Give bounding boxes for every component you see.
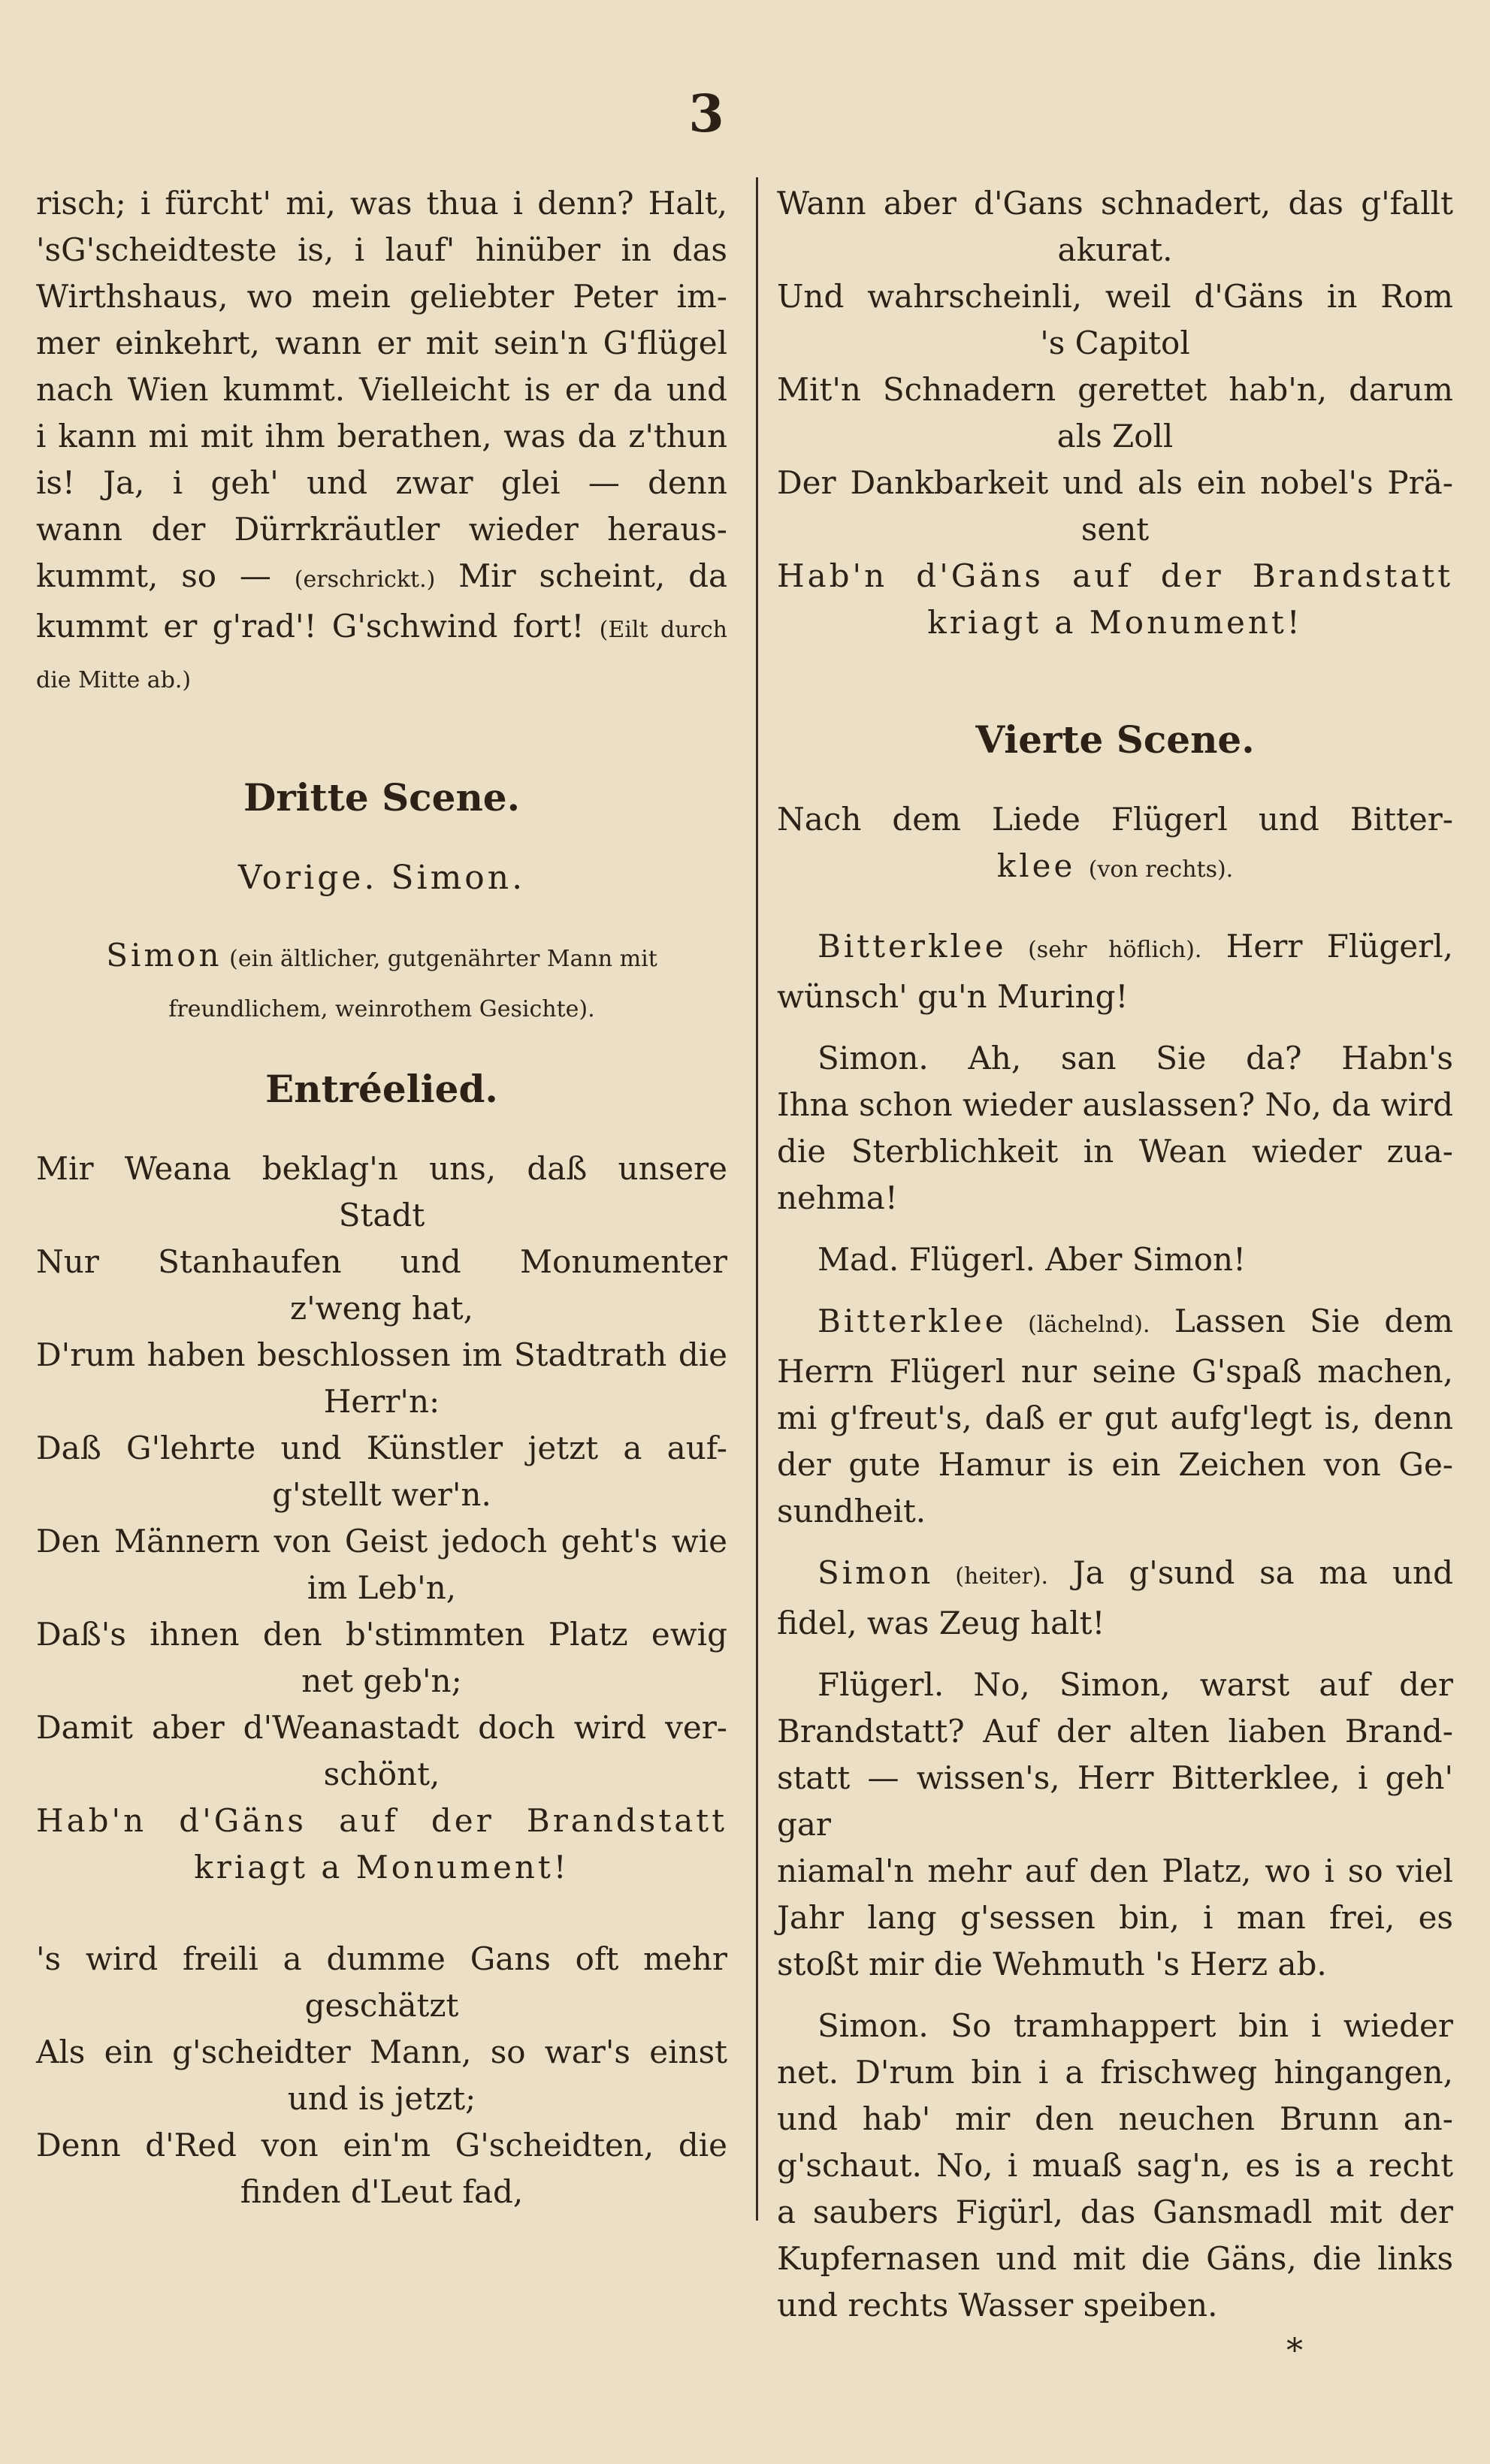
speaker-name: Simon xyxy=(818,1554,934,1591)
dialogue-line: g'schaut. No, i muaß sag'n, es is a recht xyxy=(777,2147,1453,2184)
verse-continuation: g'stellt wer'n. xyxy=(272,1476,491,1513)
text-line: nach Wien kummt. Vielleicht is er da und xyxy=(36,371,727,408)
text-span: kummt, so — xyxy=(36,557,295,594)
verse-stanza-1 xyxy=(36,1146,727,1891)
stage-direction: (sehr höflich). xyxy=(1006,937,1202,963)
stage-direction: die Mitte ab.) xyxy=(36,667,192,693)
verse-line: Denn d'Red von ein'm G'scheidten, die xyxy=(36,2127,727,2164)
scene-direction xyxy=(777,843,1453,893)
dialogue-line: mi g'freut's, daß er gut aufg'legt is, denn xyxy=(777,1400,1453,1436)
speaker-name: Bitterklee xyxy=(818,928,1007,965)
text-span: Ja g'sund sa ma und xyxy=(1048,1554,1453,1591)
dialogue-line: und rechts Wasser speiben. xyxy=(777,2287,1218,2324)
verse-continuation: Stadt xyxy=(338,1197,425,1234)
stage-direction: (lächelnd). xyxy=(1006,1312,1150,1338)
text-line xyxy=(36,654,727,704)
dialogue-line: Simon. So tramhappert bin i wieder xyxy=(818,2007,1453,2044)
stage-direction: (ein ältlicher, gutgenährter Mann mit xyxy=(222,946,657,972)
dialogue-line: die Sterblichkeit in Wean wieder zua- xyxy=(777,1133,1453,1170)
verse-stanza-2-continued xyxy=(777,180,1453,646)
footnote-mark: * xyxy=(1286,2332,1303,2370)
text-line: wann der Dürrkräutler wieder heraus- xyxy=(36,511,727,548)
verse-line: Hab'n d'Gäns auf der Brandstatt xyxy=(777,557,1453,594)
verse-continuation: geschätzt xyxy=(304,1987,459,2024)
verse-line: Mir Weana beklag'n uns, daß unsere xyxy=(36,1150,727,1187)
verse-line: Hab'n d'Gäns auf der Brandstatt xyxy=(36,1802,727,1839)
verse-line: Als ein g'scheidter Mann, so war's einst xyxy=(36,2034,727,2070)
verse-stanza-2 xyxy=(36,1936,727,2215)
scene-title: Dritte Scene. xyxy=(243,775,521,820)
stage-direction: (Eilt durch xyxy=(599,617,728,643)
dialogue-line: net. D'rum bin i a frischweg hingangen, xyxy=(777,2054,1453,2091)
text-line xyxy=(36,553,727,603)
dialogue-line: der gute Hamur is ein Zeichen von Ge- xyxy=(777,1446,1453,1483)
verse-line: D'rum haben beschlossen im Stadtrath die xyxy=(36,1336,727,1373)
page-number: 3 xyxy=(688,84,724,144)
dialogue-line: Jahr lang g'sessen bin, i man frei, es xyxy=(777,1899,1453,1936)
dialogue-block xyxy=(777,923,1453,2329)
speaker-name: Simon xyxy=(106,937,222,974)
verse-continuation: kriagt a Monument! xyxy=(194,1849,570,1886)
right-column xyxy=(777,180,1453,2374)
text-line: 'sG'scheidteste is, i lauf' hinüber in das xyxy=(36,231,727,268)
dialogue-line: Brandstatt? Auf der alten liaben Brand- xyxy=(777,1713,1453,1750)
verse-continuation: als Zoll xyxy=(1056,418,1174,454)
verse-continuation: Herr'n: xyxy=(323,1383,440,1420)
verse-line: Der Dankbarkeit und als ein nobel's Prä- xyxy=(777,464,1453,501)
dialogue-line: Simon. Ah, san Sie da? Habn's xyxy=(818,1040,1453,1076)
dialogue-line xyxy=(777,1298,1453,1348)
dialogue-line: Mad. Flügerl. Aber Simon! xyxy=(818,1241,1246,1278)
verse-line: Daß's ihnen den b'stimmten Platz ewig xyxy=(36,1616,727,1653)
text-span: klee xyxy=(996,847,1089,884)
dialogue-line: fidel, was Zeug halt! xyxy=(777,1605,1105,1641)
verse-line: Damit aber d'Weanastadt doch wird ver- xyxy=(36,1709,727,1746)
verse-continuation: kriagt a Monument! xyxy=(927,604,1303,641)
character-intro xyxy=(36,983,727,1033)
song-title: Entréelied. xyxy=(265,1067,498,1111)
verse-line: Und wahrscheinli, weil d'Gäns in Rom xyxy=(777,278,1453,315)
scene-title: Vierte Scene. xyxy=(975,717,1255,762)
verse-continuation: net geb'n; xyxy=(301,1662,462,1699)
column-divider xyxy=(756,177,758,2221)
dialogue-line: nehma! xyxy=(777,1179,898,1216)
stage-direction: (erschrickt.) xyxy=(294,566,436,593)
opening-paragraph xyxy=(36,180,727,704)
dialogue-line: Herrn Flügerl nur seine G'spaß machen, xyxy=(777,1353,1453,1390)
text-line: Wirthshaus, wo mein geliebter Peter im- xyxy=(36,278,727,315)
text-span: Lassen Sie dem xyxy=(1150,1303,1453,1339)
dialogue-line: Kupfernasen und mit die Gäns, die links xyxy=(777,2240,1453,2277)
verse-continuation: schönt, xyxy=(323,1756,440,1792)
verse-line: Wann aber d'Gans schnadert, das g'fallt xyxy=(777,185,1453,222)
text-line: i kann mi mit ihm berathen, was da z'thun xyxy=(36,418,727,454)
scene-characters: Vorige. Simon. xyxy=(237,859,526,897)
left-column xyxy=(36,180,727,2215)
verse-continuation: finden d'Leut fad, xyxy=(240,2173,524,2210)
scene-direction: Nach dem Liede Flügerl und Bitter- xyxy=(777,801,1453,838)
stage-direction: (heiter). xyxy=(933,1563,1049,1590)
verse-continuation: akurat. xyxy=(1057,231,1173,268)
verse-continuation: 's Capitol xyxy=(1040,325,1190,361)
verse-continuation: sent xyxy=(1080,511,1150,548)
text-span: Herr Flügerl, xyxy=(1201,928,1453,965)
verse-continuation: z'weng hat, xyxy=(289,1290,474,1327)
stage-direction: (von rechts). xyxy=(1088,856,1234,883)
text-line: is! Ja, i geh' und zwar glei — denn xyxy=(36,464,727,501)
verse-line: 's wird freili a dumme Gans oft mehr xyxy=(36,1940,727,1977)
dialogue-line: wünsch' gu'n Muring! xyxy=(777,978,1129,1015)
verse-line: Den Männern von Geist jedoch geht's wie xyxy=(36,1523,727,1560)
text-span: kummt er g'rad'! G'schwind fort! xyxy=(36,608,600,645)
dialogue-line: Flügerl. No, Simon, warst auf der xyxy=(818,1666,1453,1703)
dialogue-line: sundheit. xyxy=(777,1493,926,1529)
text-span: Mir scheint, da xyxy=(435,557,727,594)
stage-direction: freundlichem, weinrothem Gesichte). xyxy=(168,996,595,1022)
dialogue-line: statt — wissen's, Herr Bitterklee, i geh' gar xyxy=(777,1759,1453,1843)
verse-line: Daß G'lehrte und Künstler jetzt a auf- xyxy=(36,1430,727,1466)
verse-continuation: im Leb'n, xyxy=(307,1569,457,1606)
verse-continuation: und is jetzt; xyxy=(287,2080,476,2117)
verse-line: Nur Stanhaufen und Monumenter xyxy=(36,1243,727,1280)
dialogue-line xyxy=(777,923,1453,974)
speaker-name: Bitterklee xyxy=(818,1303,1007,1339)
dialogue-line: niamal'n mehr auf den Platz, wo i so viel xyxy=(777,1853,1453,1889)
text-line: mer einkehrt, wann er mit sein'n G'flügel xyxy=(36,325,727,361)
verse-line: Mit'n Schnadern gerettet hab'n, darum xyxy=(777,371,1453,408)
dialogue-line xyxy=(777,1550,1453,1600)
dialogue-line: stoßt mir die Wehmuth 's Herz ab. xyxy=(777,1946,1327,1982)
dialogue-line: und hab' mir den neuchen Brunn an- xyxy=(777,2100,1453,2137)
dialogue-line: a saubers Figürl, das Gansmadl mit der xyxy=(777,2194,1453,2230)
character-intro xyxy=(36,932,727,983)
text-line xyxy=(36,603,727,654)
dialogue-line: Ihna schon wieder auslassen? No, da wird xyxy=(777,1086,1453,1123)
text-line: risch; i fürcht' mi, was thua i denn? Halt, xyxy=(36,185,727,222)
